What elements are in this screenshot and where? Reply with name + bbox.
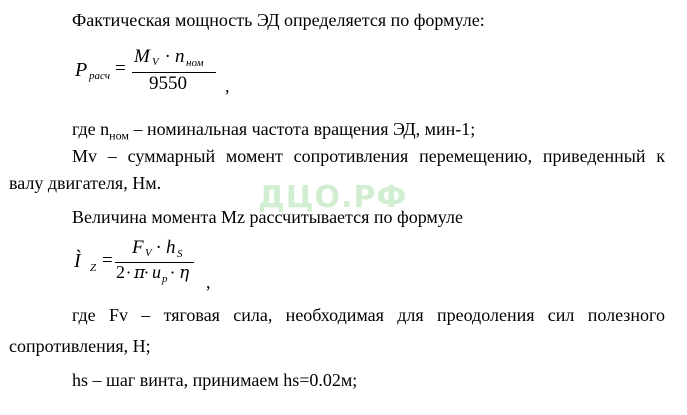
formula2-num-h-sub: S xyxy=(177,248,183,260)
line2-subscript: ном xyxy=(109,128,129,143)
paragraph-line-7: сопротивления, Н; xyxy=(9,336,151,356)
watermark: ДЦО.РФ xyxy=(258,180,408,215)
paragraph-line-5: Величина момента Mz рассчитывается по формуле xyxy=(72,207,463,227)
paragraph-line-3: Mv – суммарный момент сопротивления перемещению, приведенный к xyxy=(72,146,665,166)
formula2-num-F-sub: V xyxy=(145,247,152,259)
formula2-den-pi: π xyxy=(134,263,146,283)
line2-prefix: где n xyxy=(72,119,110,139)
formula2-num-h: h xyxy=(166,237,176,258)
formula1-comma: , xyxy=(225,76,230,96)
formula1-num-M: M xyxy=(134,46,150,67)
formula1-denominator: 9550 xyxy=(149,73,187,94)
formula1-num-n-sub: ном xyxy=(186,57,204,69)
line2-suffix: – номинальная частота вращения ЭД, мин-1; xyxy=(128,119,476,139)
formula1-equals: = xyxy=(115,58,126,79)
formula1-num-dot: · xyxy=(165,47,171,67)
paragraph-line-6: где Fv – тяговая сила, необходимая для преодоления сил полезного xyxy=(72,305,665,325)
formula1-lhs-sub: расч xyxy=(89,70,110,82)
paragraph-line-4: валу двигателя, Нм. xyxy=(9,173,162,193)
formula2-lhs: Ì xyxy=(74,250,81,272)
formula2-den-dot3: · xyxy=(170,263,176,282)
formula2-den-eta: η xyxy=(179,263,190,283)
formula2-num-F: F xyxy=(132,237,144,258)
paragraph-line-1: Фактическая мощность ЭД определяется по формуле: xyxy=(72,10,485,30)
formula1-lhs: P xyxy=(75,59,88,81)
formula1-num-n: n xyxy=(175,46,185,67)
formula2-num-dot: · xyxy=(156,238,162,258)
formula2-den-2: 2 xyxy=(116,262,125,282)
formula2-equals: = xyxy=(102,250,113,271)
formula2-lhs-sub: Z xyxy=(90,262,97,274)
formula2-comma: , xyxy=(206,272,211,292)
paragraph-line-2 xyxy=(72,119,475,146)
formula2-den-u-sub: p xyxy=(162,273,168,285)
paragraph-line-8: hs – шаг винта, принимаем hs=0.02м; xyxy=(72,370,358,390)
formula1-num-M-sub: V xyxy=(152,56,159,68)
formula2-den-dot1: · xyxy=(126,263,132,282)
formula2-den-dot2: · xyxy=(144,263,150,282)
formula2-den-u: u xyxy=(152,262,161,282)
